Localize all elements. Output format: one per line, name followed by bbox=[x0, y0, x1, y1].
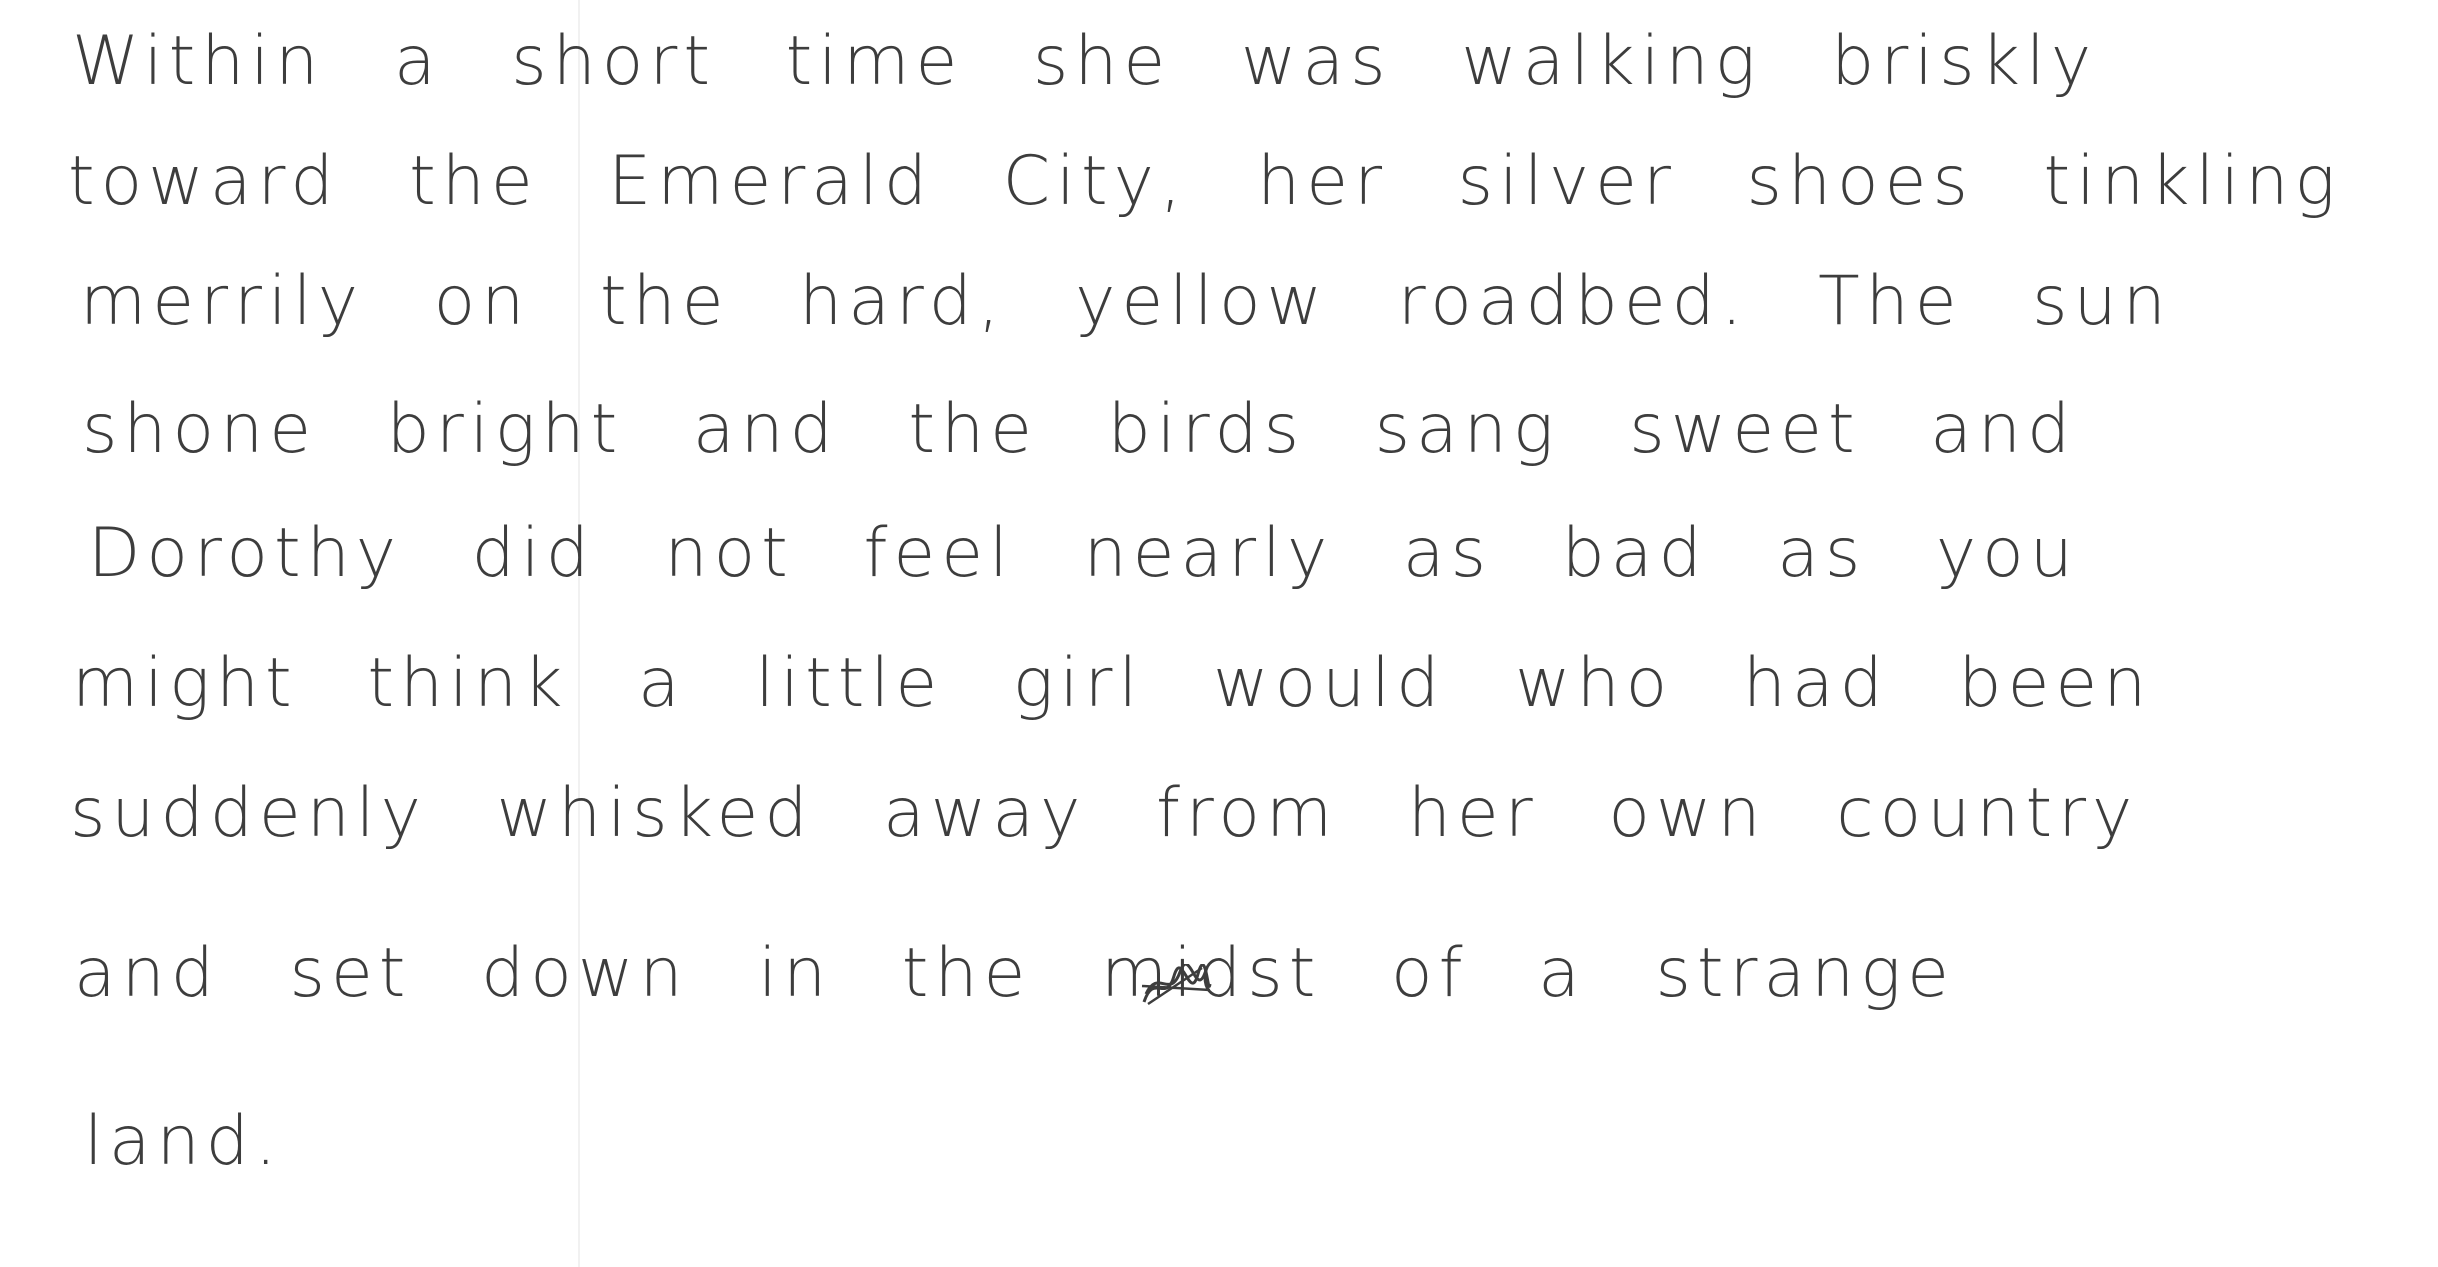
text-line-3: merrily on the hard, yellow roadbed. The sun bbox=[80, 262, 2172, 341]
crossed-out-scribble bbox=[1140, 964, 1212, 1010]
text-line-9: land. bbox=[84, 1102, 283, 1181]
text-line-5: Dorothy did not feel nearly as bad as you bbox=[88, 514, 2079, 593]
text-line-8: and set down in the midst of a strange bbox=[74, 934, 1955, 1013]
text-line-7: suddenly whisked away from her own country bbox=[70, 774, 2139, 853]
text-line-4: shone bright and the birds sang sweet and bbox=[82, 390, 2077, 469]
text-line-2: toward the Emerald City, her silver shoes tinkling bbox=[68, 142, 2342, 221]
text-line-6: might think a little girl would who had been bbox=[72, 644, 2153, 723]
text-line-1: Within a short time she was walking briskly bbox=[72, 22, 2098, 101]
